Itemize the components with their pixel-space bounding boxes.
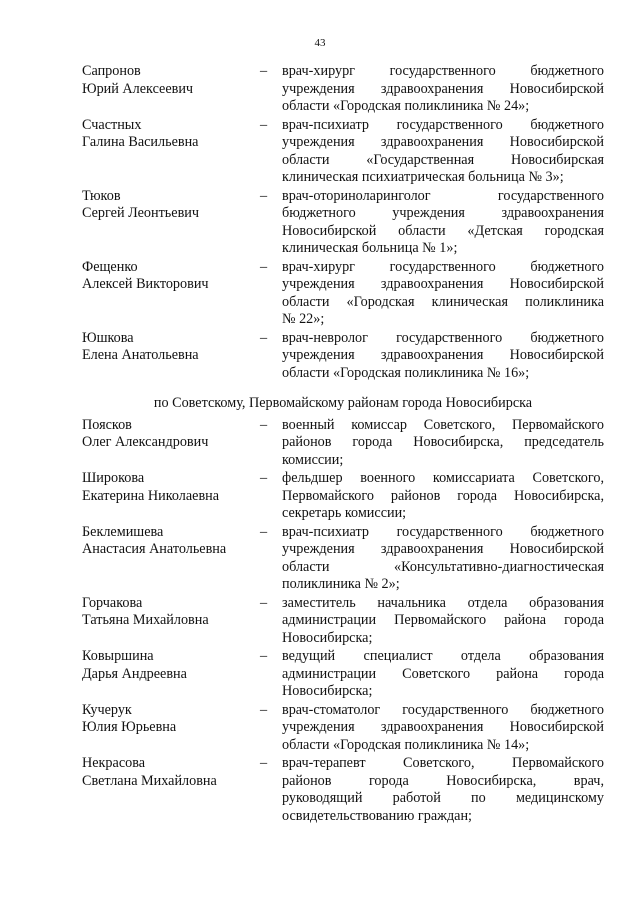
- position-line: области «Городская поликлиника № 24»;: [282, 98, 530, 114]
- member-position: [282, 259, 604, 329]
- commission-members-previous-district: [82, 63, 604, 382]
- position-line: руководящий работой по медицинскому: [282, 790, 604, 806]
- member-entry: [82, 524, 604, 594]
- position-line: заместитель начальника отдела образования: [282, 594, 604, 611]
- position-line: области «Городская клиническая поликлиника: [282, 293, 604, 310]
- position-line: врач-оториноларинголог государственного: [282, 187, 604, 204]
- position-line: ведущий специалист отдела образования: [282, 648, 604, 664]
- position-line: администрации Советского района города: [282, 665, 604, 682]
- member-name: [82, 755, 260, 825]
- position-line: учреждения здравоохранения Новосибирской: [282, 719, 604, 735]
- member-surname: Некрасова: [82, 755, 146, 771]
- member-position: [282, 330, 604, 383]
- member-surname: Фещенко: [82, 258, 138, 275]
- dash-separator: –: [260, 523, 268, 540]
- member-name: [82, 188, 260, 258]
- position-line: врач-терапевт Советского, Первомайского: [282, 755, 604, 771]
- page-number: 43: [314, 37, 326, 49]
- member-surname: Ковыршина: [82, 648, 154, 664]
- position-line: врач-стоматолог государственного бюджетного: [282, 701, 604, 718]
- commission-members-sovetsky-pervomaysky: [82, 417, 604, 826]
- member-entry: [82, 417, 604, 470]
- member-name: [82, 117, 260, 187]
- dash-separator: –: [260, 701, 268, 718]
- position-line: Первомайского районов города Новосибирска,: [282, 487, 604, 504]
- position-line: учреждения здравоохранения Новосибирской: [282, 347, 604, 363]
- position-line: администрации Первомайского района города: [282, 612, 604, 628]
- member-position: [282, 117, 604, 187]
- position-line: военный комиссар Советского, Первомайского: [282, 416, 604, 433]
- position-line: комиссии;: [282, 451, 344, 468]
- dash-separator: –: [260, 470, 268, 486]
- position-line: врач-психиатр государственного бюджетного: [282, 523, 604, 540]
- position-line: учреждения здравоохранения Новосибирской: [282, 276, 604, 292]
- position-line: области «Городская поликлиника № 16»;: [282, 364, 530, 381]
- member-surname: Поясков: [82, 416, 132, 433]
- member-given-names: Галина Васильевна: [82, 134, 199, 150]
- position-line: Новосибирска;: [282, 629, 373, 646]
- position-line: секретарь комиссии;: [282, 505, 407, 521]
- member-given-names: Олег Александрович: [82, 434, 209, 450]
- member-surname: Широкова: [82, 470, 145, 486]
- member-entry: [82, 595, 604, 648]
- position-line: области «Государственная Новосибирская: [282, 151, 604, 168]
- position-line: районов города Новосибирска, председатель: [282, 434, 604, 450]
- member-given-names: Екатерина Николаевна: [82, 487, 220, 504]
- member-position: [282, 63, 604, 116]
- dash-separator: –: [260, 63, 268, 79]
- member-position: [282, 188, 604, 258]
- section-heading: по Советскому, Первомайскому районам города Новосибирска: [153, 395, 533, 411]
- position-line: учреждения здравоохранения Новосибирской: [282, 134, 604, 150]
- member-surname: Счастных: [82, 116, 142, 133]
- member-name: [82, 648, 260, 701]
- position-line: области «Консультативно-диагностическая: [282, 558, 604, 575]
- member-given-names: Татьяна Михайловна: [82, 612, 209, 628]
- member-surname: Кучерук: [82, 701, 132, 718]
- member-surname: Тюков: [82, 187, 121, 204]
- member-entry: [82, 702, 604, 755]
- position-line: врач-психиатр государственного бюджетного: [282, 116, 604, 133]
- member-name: [82, 595, 260, 648]
- member-position: [282, 755, 604, 825]
- position-line: учреждения здравоохранения Новосибирской: [282, 80, 604, 97]
- dash-separator: –: [260, 258, 268, 275]
- member-given-names: Анастасия Анатольевна: [82, 541, 227, 557]
- position-line: освидетельствованию граждан;: [282, 807, 472, 824]
- member-position: [282, 702, 604, 755]
- member-surname: Сапронов: [82, 63, 141, 79]
- member-entry: [82, 259, 604, 329]
- member-position: [282, 470, 604, 523]
- member-name: [82, 63, 260, 116]
- member-position: [282, 524, 604, 594]
- member-position: [282, 595, 604, 648]
- member-name: [82, 524, 260, 594]
- member-given-names: Сергей Леонтьевич: [82, 205, 199, 221]
- member-given-names: Елена Анатольевна: [82, 347, 199, 363]
- member-given-names: Светлана Михайловна: [82, 772, 217, 789]
- dash-separator: –: [260, 594, 268, 611]
- member-given-names: Юрий Алексеевич: [82, 80, 194, 97]
- member-position: [282, 648, 604, 701]
- member-name: [82, 470, 260, 523]
- member-given-names: Юлия Юрьевна: [82, 719, 177, 735]
- position-line: бюджетного учреждения здравоохранения: [282, 205, 604, 221]
- dash-separator: –: [260, 416, 268, 433]
- position-line: поликлиника № 2»;: [282, 576, 400, 592]
- member-entry: [82, 470, 604, 523]
- member-entry: [82, 117, 604, 187]
- member-entry: [82, 330, 604, 383]
- member-surname: Юшкова: [82, 329, 134, 346]
- member-entry: [82, 755, 604, 825]
- dash-separator: –: [260, 187, 268, 204]
- member-entry: [82, 188, 604, 258]
- position-line: Новосибирской области «Детская городская: [282, 222, 604, 239]
- commission-list: [82, 63, 604, 826]
- position-line: фельдшер военного комиссариата Советского,: [282, 470, 604, 486]
- member-name: [82, 702, 260, 755]
- member-name: [82, 417, 260, 470]
- position-line: области «Городская поликлиника № 14»;: [282, 736, 530, 753]
- dash-separator: –: [260, 648, 268, 664]
- dash-separator: –: [260, 329, 268, 346]
- dash-separator: –: [260, 116, 268, 133]
- member-name: [82, 259, 260, 329]
- member-name: [82, 330, 260, 383]
- member-position: [282, 417, 604, 470]
- member-entry: [82, 63, 604, 116]
- position-line: врач-хирург государственного бюджетного: [282, 63, 604, 79]
- position-line: учреждения здравоохранения Новосибирской: [282, 541, 604, 557]
- position-line: врач-хирург государственного бюджетного: [282, 258, 604, 275]
- position-line: клиническая психиатрическая больница № 3»;: [282, 169, 564, 185]
- member-given-names: Алексей Викторович: [82, 276, 209, 292]
- dash-separator: –: [260, 755, 268, 771]
- position-line: клиническая больница № 1»;: [282, 240, 458, 256]
- member-given-names: Дарья Андреевна: [82, 665, 187, 682]
- member-surname: Беклемишева: [82, 523, 164, 540]
- position-line: Новосибирска;: [282, 683, 373, 699]
- position-line: № 22»;: [282, 311, 325, 327]
- member-surname: Горчакова: [82, 594, 143, 611]
- member-entry: [82, 648, 604, 701]
- position-line: врач-невролог государственного бюджетного: [282, 329, 604, 346]
- position-line: районов города Новосибирска, врач,: [282, 772, 604, 789]
